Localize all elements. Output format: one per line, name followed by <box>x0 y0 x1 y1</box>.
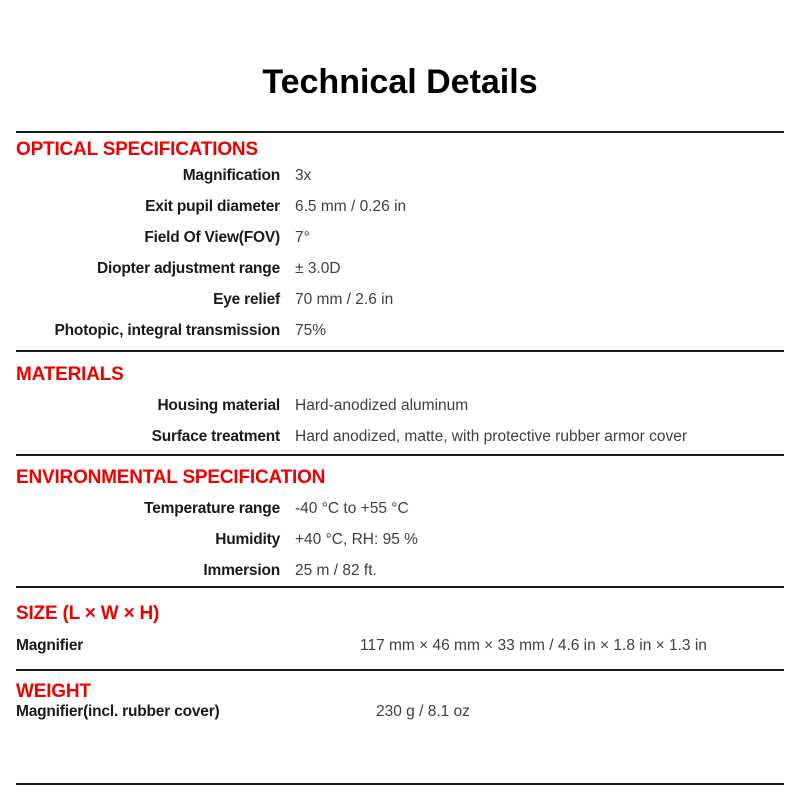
spec-row <box>0 390 800 421</box>
spec-value: 70 mm / 2.6 in <box>295 290 394 308</box>
spec-rows <box>0 696 800 727</box>
spec-section-optical <box>0 139 800 346</box>
section-heading-optical: OPTICAL SPECIFICATIONS <box>16 139 258 160</box>
spec-label: Field Of View(FOV) <box>144 228 280 246</box>
section-divider-environmental <box>16 454 784 456</box>
spec-row <box>0 555 800 586</box>
bottom-divider <box>16 783 784 785</box>
section-heading-environmental: ENVIRONMENTAL SPECIFICATION <box>16 467 326 488</box>
page-title: Technical Details <box>262 63 538 101</box>
spec-row <box>0 315 800 346</box>
spec-row <box>0 493 800 524</box>
spec-label: Housing material <box>157 396 280 414</box>
spec-value: 3x <box>295 166 312 184</box>
spec-section-weight <box>0 681 800 727</box>
spec-value: 75% <box>295 321 327 339</box>
section-heading-materials: MATERIALS <box>16 364 124 385</box>
spec-section-environmental <box>0 467 800 586</box>
spec-rows <box>0 493 800 586</box>
spec-rows <box>0 390 800 452</box>
section-heading-size: SIZE (L × W × H) <box>16 603 160 624</box>
spec-value: 117 mm × 46 mm × 33 mm / 4.6 in × 1.8 in × 1.3 in <box>360 636 707 654</box>
spec-label: Immersion <box>203 561 280 579</box>
spec-label: Exit pupil diameter <box>145 197 280 215</box>
spec-value: 25 m / 82 ft. <box>295 561 377 579</box>
spec-label: Diopter adjustment range <box>97 259 280 277</box>
spec-value: 7° <box>295 228 310 246</box>
spec-row <box>0 524 800 555</box>
spec-label: Magnifier(incl. rubber cover) <box>16 702 220 720</box>
spec-rows <box>0 160 800 346</box>
spec-value: ± 3.0D <box>295 259 341 277</box>
spec-value: Hard-anodized aluminum <box>295 396 469 414</box>
spec-value: +40 °C, RH: 95 % <box>295 530 418 548</box>
spec-label: Temperature range <box>144 499 280 517</box>
spec-label: Magnifier <box>16 636 84 654</box>
spec-label: Photopic, integral transmission <box>54 321 280 339</box>
section-divider-optical <box>16 131 784 133</box>
spec-section-size <box>0 603 800 661</box>
spec-rows <box>0 630 800 661</box>
spec-row <box>0 284 800 315</box>
section-divider-size <box>16 586 784 588</box>
spec-row <box>0 630 800 661</box>
spec-row <box>0 222 800 253</box>
section-divider-weight <box>16 669 784 671</box>
spec-section-materials <box>0 364 800 452</box>
section-heading-weight: WEIGHT <box>16 681 91 702</box>
spec-value: -40 °C to +55 °C <box>295 499 409 517</box>
section-divider-materials <box>16 350 784 352</box>
spec-label: Surface treatment <box>151 427 280 445</box>
spec-row <box>0 253 800 284</box>
spec-row <box>0 696 800 727</box>
spec-row <box>0 421 800 452</box>
spec-label: Magnification <box>182 166 280 184</box>
spec-value: 6.5 mm / 0.26 in <box>295 197 407 215</box>
sections-container <box>0 131 800 785</box>
spec-value: Hard anodized, matte, with protective rubber armor cover <box>295 427 687 445</box>
spec-row <box>0 191 800 222</box>
spec-label: Eye relief <box>213 290 280 308</box>
spec-value: 230 g / 8.1 oz <box>376 702 470 720</box>
spec-label: Humidity <box>215 530 280 548</box>
spec-row <box>0 160 800 191</box>
